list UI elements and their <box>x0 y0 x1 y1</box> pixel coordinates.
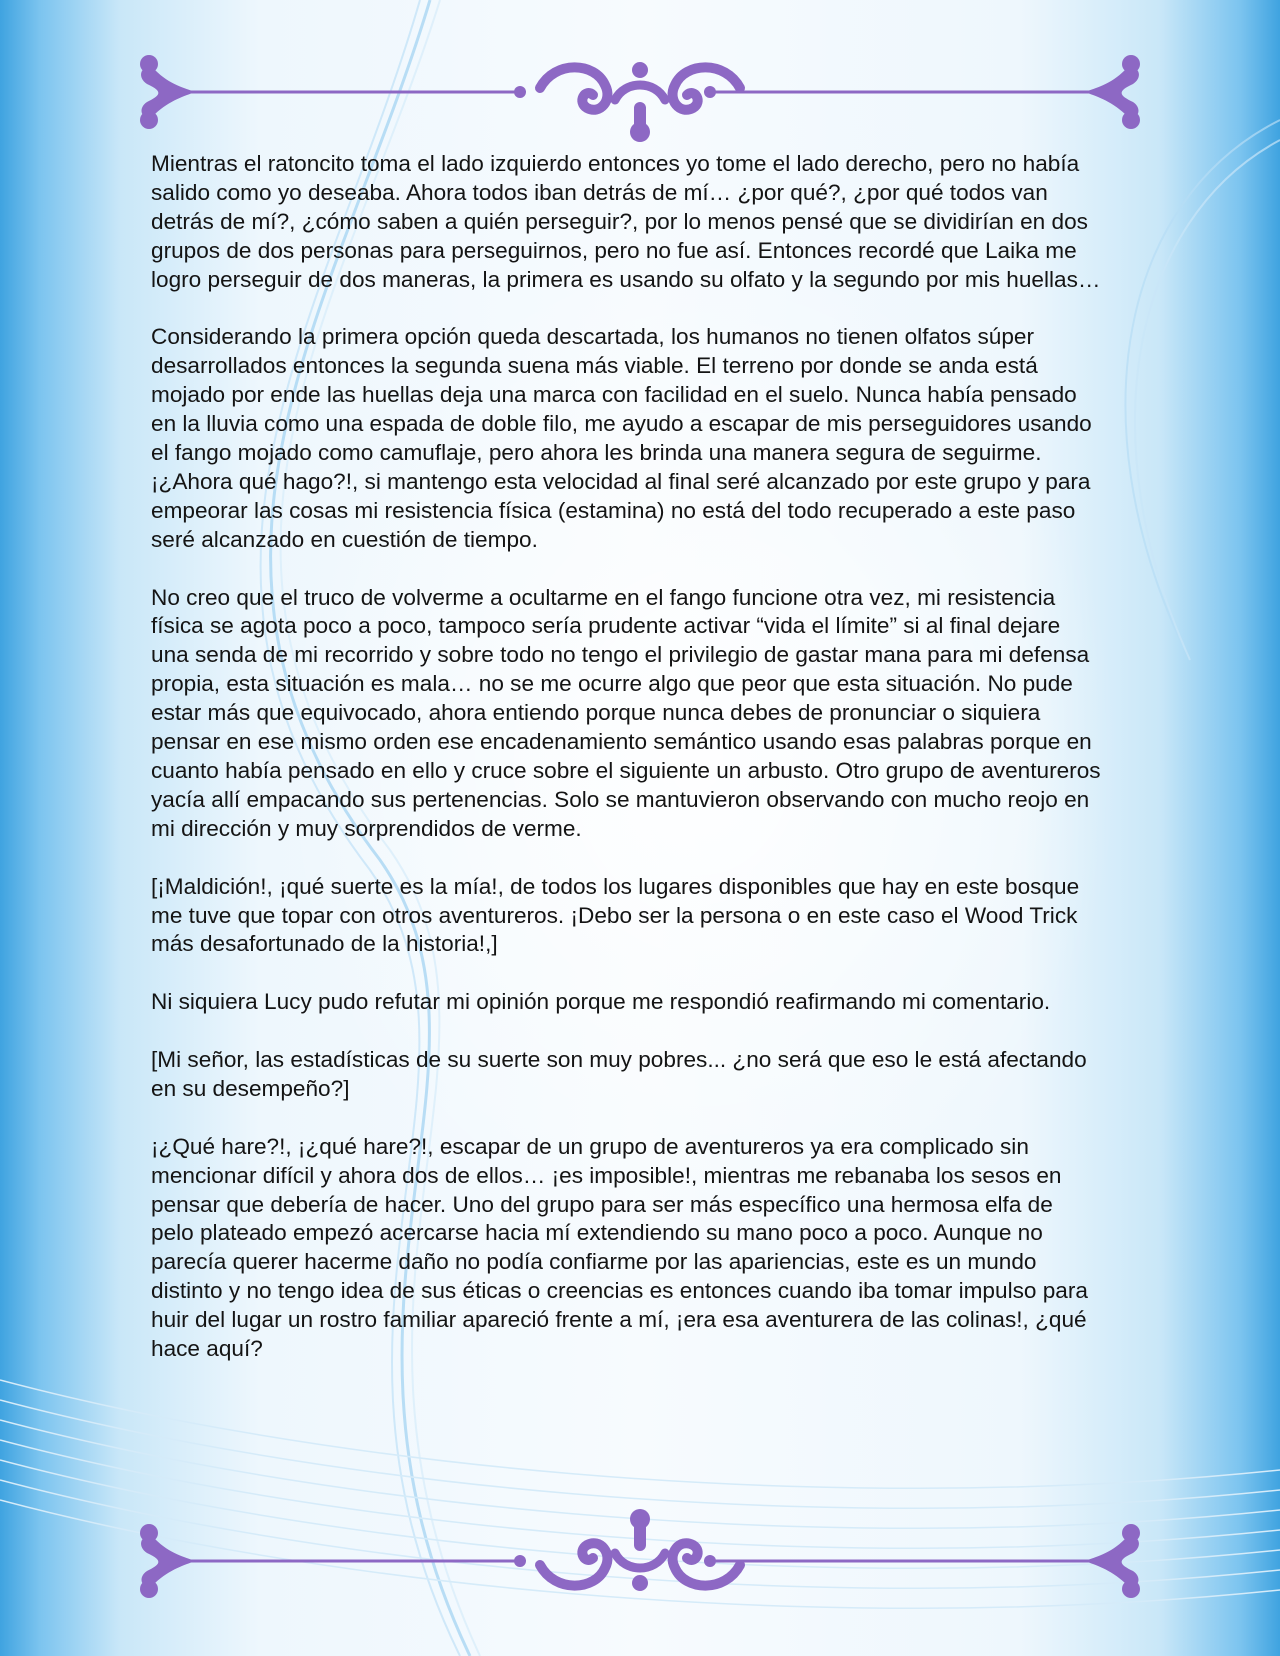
bottom-flourish-divider-icon <box>135 1505 1145 1615</box>
paragraph-5: Ni siquiera Lucy pudo refutar mi opinión porque me respondió reafirmando mi comentario. <box>151 989 1051 1015</box>
top-flourish-divider-icon <box>135 40 1145 150</box>
paragraph-7: ¡¿Qué hare?!, ¡¿qué hare?!, escapar de un grupo de aventureros ya era complicado sin mencionar difícil y ahora dos de ellos… ¡es imposible!, mientras me rebanaba los sesos en pensar que debería de hacer. Uno del grupo para ser más específico una hermosa elfa de pelo plateado empezó acercarse hacia mí extendiendo su mano poco a poco. Aunque no parecía querer hacerme daño no podía confiarme por las apariencias, este es un mundo distinto y no tengo idea de sus éticas o creencias es entonces cuando iba tomar impulso para huir del lugar un rostro familiar apareció frente a mí, ¡era esa aventurera de las colinas!, ¿qué hace aquí? <box>151 1133 1088 1362</box>
paragraph-2: Considerando la primera opción queda descartada, los humanos no tienen olfatos súper desarrollados entonces la segunda suena más viable. El terreno por donde se anda está mojado por ende las huellas deja una marca con facilidad en el suelo. Nunca había pensado en la lluvia como una espada de doble filo, me ayudo a escapar de mis perseguidores usando el fango mojado como camuflaje, pero ahora les brinda una manera segura de seguirme. ¡¿Ahora qué hago?!, si mantengo esta velocidad al final seré alcanzado por este grupo y para empeorar las cosas mi resistencia física (estamina) no está del todo recuperado a este paso seré alcanzado en cuestión de tiempo. <box>151 324 1092 552</box>
story-text <box>151 150 1101 1393</box>
paragraph-6: [Mi señor, las estadísticas de su suerte son muy pobres... ¿no será que eso le está afectando en su desempeño?] <box>151 1047 1087 1101</box>
paragraph-4: [¡Maldición!, ¡qué suerte es la mía!, de todos los lugares disponibles que hay en este bosque me tuve que topar con otros aventureros. ¡Debo ser la persona o en este caso el Wood Trick más desafortunado de la historia!,] <box>151 873 1080 957</box>
paragraph-1: Mientras el ratoncito toma el lado izquierdo entonces yo tome el lado derecho, pero no había salido como yo deseaba. Ahora todos iban detrás de mí… ¿por qué?, ¿por qué todos van detrás de mí?, ¿cómo saben a quién perseguir?, por lo menos pensé que se dividirían en dos grupos de dos personas para perseguirnos, pero no fue así. Entonces recordé que Laika me logro perseguir de dos maneras, la primera es usando su olfato y la segundo por mis huellas… <box>151 151 1101 292</box>
paragraph-3: No creo que el truco de volverme a ocultarme en el fango funcione otra vez, mi resistencia física se agota poco a poco, tampoco sería prudente activar “vida el límite” si al final dejare una senda de mi recorrido y sobre todo no tengo el privilegio de gastar mana para mi defensa propia, esta situación es mala… no se me ocurre algo que peor que esta situación. No pude estar más que equivocado, ahora entiendo porque nunca debes de pronunciar o siquiera pensar en ese mismo orden ese encadenamiento semántico usando esas palabras porque en cuanto había pensado en ello y cruce sobre el siguiente un arbusto. Otro grupo de aventureros yacía allí empacando sus pertenencias. Solo se mantuvieron observando con mucho reojo en mi dirección y muy sorprendidos de verme. <box>151 584 1101 841</box>
